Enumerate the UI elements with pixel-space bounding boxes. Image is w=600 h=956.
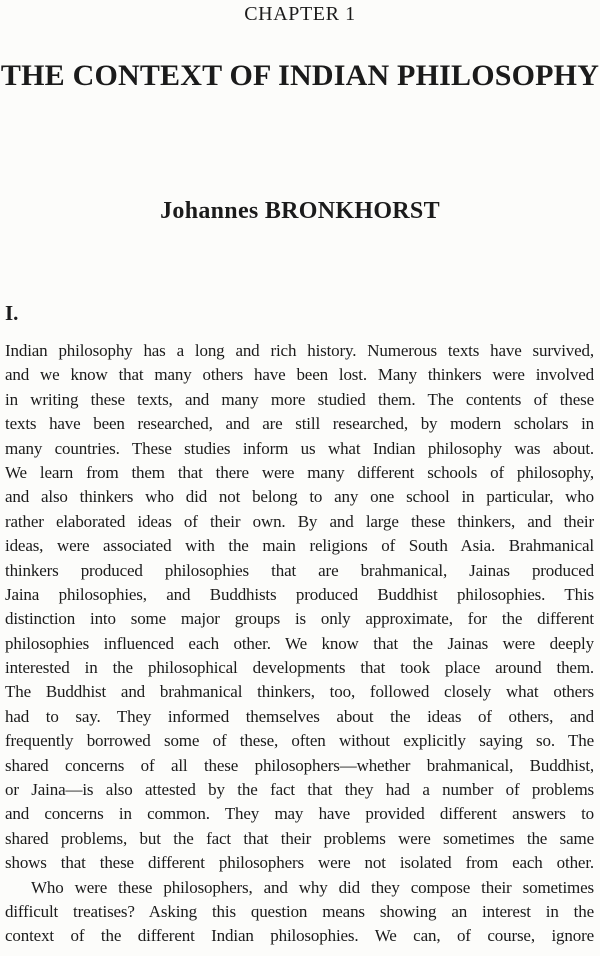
text-line: distinction into some major groups is only approximate, for the different [5,609,594,629]
text-line: in writing these texts, and many more studied them. The contents of these [5,389,594,409]
text-line: rather elaborated ideas of their own. By and large these thinkers, and their [5,511,594,531]
text-line: and concerns in common. They may have provided different answers to [5,804,594,824]
page-title: THE CONTEXT OF INDIAN PHILOSOPHY [0,59,600,92]
text-line: frequently borrowed some of these, often without explicitly saying so. The [5,731,594,751]
body-text [5,339,594,949]
author-name: Johannes BRONKHORST [160,198,440,224]
text-line: interested in the philosophical developments that took place around them. [5,658,594,678]
section-label: I. [5,301,19,325]
text-line: shared concerns of all these philosophers—whether brahmanical, Buddhist, [5,755,594,775]
text-line: Jaina philosophies, and Buddhists produced Buddhist philosophies. This [5,584,594,604]
text-line: Indian philosophy has a long and rich history. Numerous texts have survived, [5,341,594,360]
text-line: Who were these philosophers, and why did they compose their sometimes [31,877,594,897]
text-line: context of the different Indian philosophies. We can, of course, ignore [5,926,594,946]
text-line: philosophies influenced each other. We know that the Jainas were deeply [5,633,594,653]
text-line: many countries. These studies inform us what Indian philosophy was about. [5,438,594,458]
text-line: shows that these different philosophers were not isolated from each other. [5,853,594,873]
text-line: had to say. They informed themselves about the ideas of others, and [5,706,594,726]
text-line: and also thinkers who did not belong to any one school in particular, who [5,487,594,507]
text-line: or Jaina—is also attested by the fact that they had a number of problems [5,780,594,800]
text-line: ideas, were associated with the main religions of South Asia. Brahmanical [5,536,594,556]
text-line: difficult treatises? Asking this question means showing an interest in the [5,901,594,921]
text-line: and we know that many others have been lost. Many thinkers were involved [5,365,594,385]
text-line: thinkers produced philosophies that are brahmanical, Jainas produced [5,560,594,580]
text-line: shared problems, but the fact that their problems were sometimes the same [5,828,594,848]
text-line: texts have been researched, and are still researched, by modern scholars in [5,414,594,434]
chapter-heading: CHAPTER 1 [244,3,356,25]
text-line: The Buddhist and brahmanical thinkers, too, followed closely what others [5,682,594,702]
text-line: We learn from them that there were many different schools of philosophy, [5,462,594,482]
